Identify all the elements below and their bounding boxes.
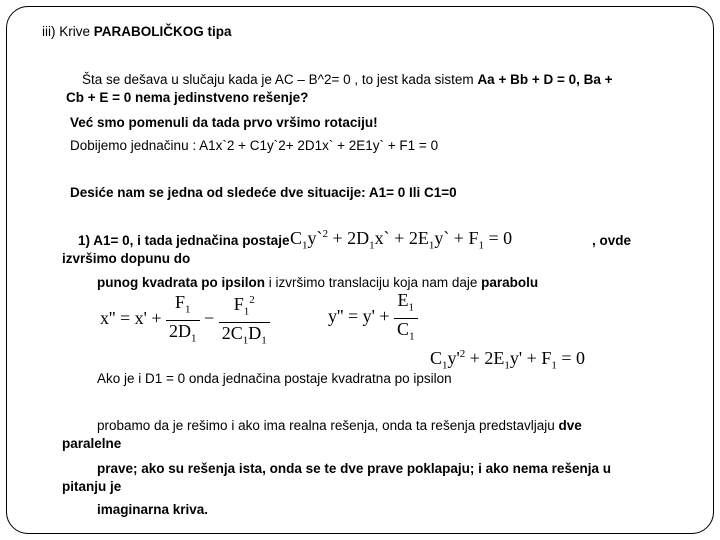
real-solutions-line-2: paralelne [62,436,122,451]
lines-sentence-line-2: pitanju je [62,479,122,494]
parabola-sentence: punog kvadrata po ipsilon i izvršimo translaciju koja nam daje parabolu [97,275,539,290]
translation-y-formula: y'' = y' + $\frac{E_1}{C_1}$ [328,290,418,346]
slide-heading: iii) Krive PARABOLIČKOG tipa [42,24,232,39]
rotation-note: Već smo pomenuli da tada prvo vršimo rotaciju! [70,115,378,130]
lines-sentence-line-1: prave; ako su rešenja ista, onda se te dve prave poklapaju; i ako nema rešenja u [97,461,611,476]
case-1-line-1: 1) A1= 0, i tada jednačina postaje [78,233,290,248]
quadratic-equation: $C_1y'^2 + 2E_1y' + F_1 = 0$ [430,348,585,372]
d1-zero-sentence: Ako je i D1 = 0 onda jednačina postaje kvadratna po ipsilon [97,371,452,386]
case-1-equation: $C_1y`^2$ + $2D_1x`$ + $2E_1y` + F_1 = 0$ [290,228,513,252]
rotated-equation-text: Dobijemo jednačinu : A1x`2 + C1y`2+ 2D1x` + 2E1y` + F1 = 0 [70,138,439,153]
question-line-1: Šta se dešava u slučaju kada je AC – B^2= 0 , to jest kada sistem Aa + Bb + D = 0, Ba + [82,72,613,87]
real-solutions-line-1: probamo da je rešimo i ako ima realna rešenja, onda ta rešenja predstavljaju dve [97,418,582,433]
case-1-ovde: , ovde [592,233,632,248]
two-situations: Desiće nam se jedna od sledeće dve situacije: A1= 0 Ili C1=0 [70,185,457,200]
imaginary-curve: imaginarna kriva. [97,502,209,517]
translation-x-formula: x'' = x' + $\frac{F_1}{2D_1}$ − $\frac{F_1^2}{2C_1D_1}$ [100,290,270,350]
case-1-line-2: izvršimo dopunu do [62,251,191,266]
question-line-2: Cb + E = 0 nema jedinstveno rešenje? [66,90,309,105]
